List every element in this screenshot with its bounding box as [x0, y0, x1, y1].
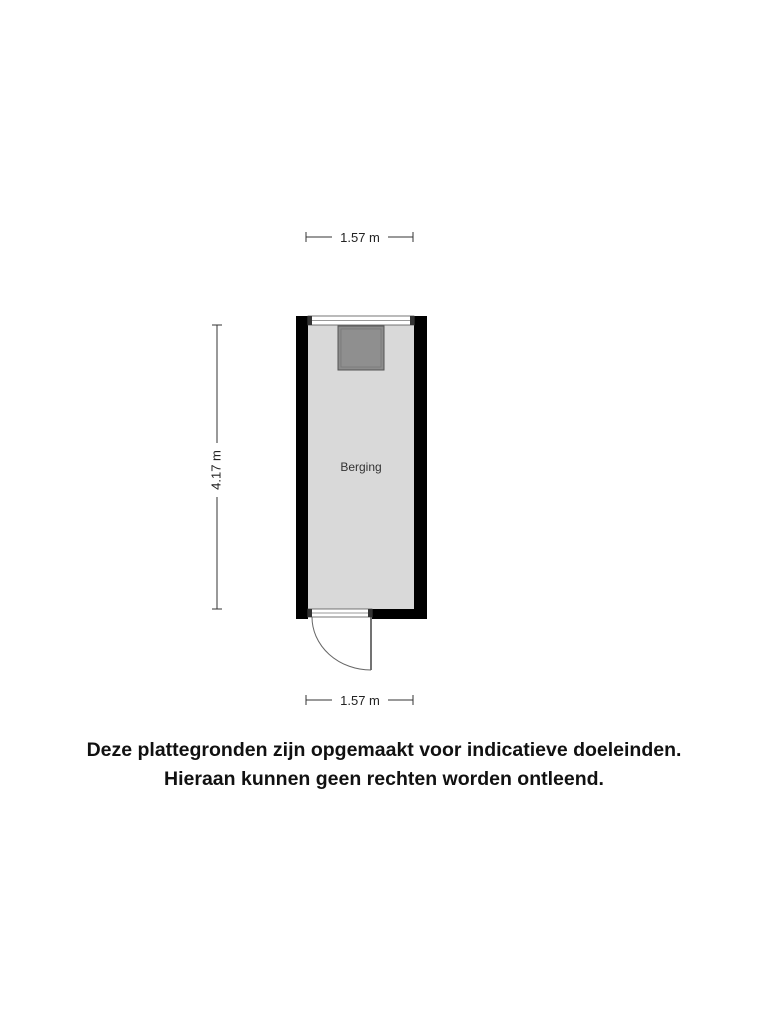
appliance [338, 326, 384, 370]
top-dimension-label: 1.57 m [340, 230, 380, 245]
wall-left [296, 316, 308, 619]
left-dimension [208, 325, 223, 609]
wall-bottom-right [372, 609, 427, 619]
bottom-dimension [306, 693, 413, 708]
disclaimer [0, 736, 768, 794]
room-label-berging: Berging [340, 460, 382, 474]
disclaimer-line-1: Deze plattegronden zijn opgemaakt voor indicatieve doeleinden. [86, 739, 682, 761]
bottom-dimension-label: 1.57 m [340, 693, 380, 708]
wall-right [414, 316, 427, 619]
top-window [308, 316, 414, 325]
disclaimer-line-2: Hieraan kunnen geen rechten worden ontleend. [164, 768, 604, 790]
left-dimension-label: 4.17 m [208, 450, 224, 490]
door-swing [312, 617, 371, 670]
top-dimension [306, 230, 413, 245]
door-frame [308, 609, 372, 617]
